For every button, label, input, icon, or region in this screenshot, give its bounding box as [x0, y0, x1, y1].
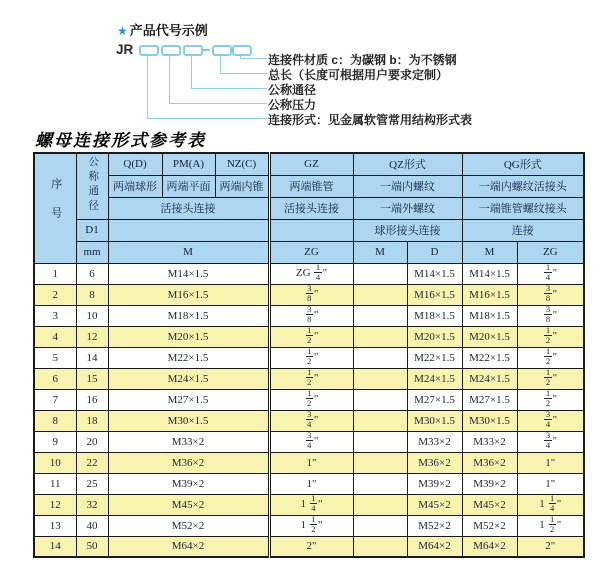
dn-cell: 25 — [76, 473, 108, 494]
m-cell: M27×1.5 — [108, 389, 269, 410]
qg-m-cell: M18×1.5 — [462, 305, 517, 326]
dn-cell: 50 — [76, 536, 108, 557]
m-cell: M22×1.5 — [108, 347, 269, 368]
qz-d-cell: M39×2 — [407, 473, 462, 494]
qg-zg-cell: 1" — [517, 473, 584, 494]
header-q-desc: 两端球形 — [108, 175, 162, 197]
gz-cell: $\frac{3}{8}$ " — [269, 305, 353, 326]
qz-m-cell — [353, 305, 407, 326]
seq-cell: 6 — [34, 368, 76, 389]
qg-m-cell: M16×1.5 — [462, 284, 517, 305]
qz-m-cell — [353, 368, 407, 389]
fraction: $\frac{1}{4}$ — [311, 494, 316, 513]
dn-cell: 32 — [76, 494, 108, 515]
qg-zg-cell: $\frac{3}{8}$ " — [517, 284, 584, 305]
header-qz-m-label: M — [353, 241, 407, 263]
seq-cell: 8 — [34, 410, 76, 431]
qg-m-cell: M24×1.5 — [462, 368, 517, 389]
header-col-nz: NZ(C) — [215, 153, 269, 175]
diagram-label-pressure: 公称压力 — [268, 98, 317, 112]
gz-cell: $\frac{1}{2}$ " — [269, 326, 353, 347]
seq-cell: 14 — [34, 536, 76, 557]
table-row — [34, 368, 584, 389]
header-qz-desc2: 一端外螺纹 — [353, 197, 462, 219]
fraction: $\frac{3}{8}$ — [307, 284, 312, 303]
diagram-label-length: 总长（长度可根据用户要求定制） — [268, 68, 449, 82]
m-cell: M24×1.5 — [108, 368, 269, 389]
qg-zg-cell: $\frac{3}{8}$ " — [517, 305, 584, 326]
qg-zg-cell: $\frac{3}{4}$ " — [517, 410, 584, 431]
gz-cell: $\frac{1}{2}$ " — [269, 368, 353, 389]
m-cell: M64×2 — [108, 536, 269, 557]
header-col-qg: QG形式 — [462, 153, 584, 175]
fraction: $\frac{3}{8}$ — [545, 284, 551, 303]
table-row — [34, 347, 584, 368]
header-col-qz: QZ形式 — [353, 153, 462, 175]
m-cell: M33×2 — [108, 431, 269, 452]
header-nominal-diameter: 公称通径 — [76, 153, 108, 219]
qg-m-cell: M39×2 — [462, 473, 517, 494]
dn-cell: 14 — [76, 347, 108, 368]
header-union-conn: 活接头连接 — [108, 197, 269, 219]
qz-m-cell — [353, 263, 407, 284]
gz-cell: $\frac{1}{2}$ " — [269, 389, 353, 410]
diagram-heading — [117, 20, 208, 39]
qz-m-cell — [353, 284, 407, 305]
qg-zg-cell: $\frac{1}{2}$ " — [517, 326, 584, 347]
header-nz-desc: 两端内锥 — [215, 175, 269, 197]
seq-cell: 3 — [34, 305, 76, 326]
table-row — [34, 284, 584, 305]
seq-cell: 7 — [34, 389, 76, 410]
header-empty-left — [108, 219, 269, 241]
qg-m-cell: M33×2 — [462, 431, 517, 452]
qz-m-cell — [353, 347, 407, 368]
qg-m-cell: M22×1.5 — [462, 347, 517, 368]
header-qz-d-label: D — [407, 241, 462, 263]
qz-d-cell: M24×1.5 — [407, 368, 462, 389]
qg-zg-cell: $\frac{3}{4}$ " — [517, 431, 584, 452]
qg-zg-cell: $\frac{1}{4}$ " — [517, 263, 584, 284]
code-dash — [203, 49, 210, 51]
m-cell: M18×1.5 — [108, 305, 269, 326]
header-qg-zg-label: ZG — [517, 241, 584, 263]
diagram-label-material: 连接件材质 c：为碳钢 b：为不锈钢 — [268, 53, 457, 67]
dn-cell: 10 — [76, 305, 108, 326]
code-prefix: JR — [116, 42, 134, 57]
qz-d-cell: M16×1.5 — [407, 284, 462, 305]
gz-cell: 1 $\frac{1}{4}$ " — [269, 494, 353, 515]
diagram-heading-text: 产品代号示例 — [129, 23, 208, 38]
header-empty-gz — [269, 219, 353, 241]
qg-zg-cell: $\frac{1}{2}$ " — [517, 389, 584, 410]
qg-zg-cell: $\frac{1}{2}$ " — [517, 347, 584, 368]
dn-cell: 40 — [76, 515, 108, 536]
fraction: $\frac{1}{2}$ — [307, 389, 312, 408]
fraction: $\frac{3}{4}$ — [307, 410, 312, 429]
dn-cell: 16 — [76, 389, 108, 410]
qg-m-cell: M45×2 — [462, 494, 517, 515]
header-zg-label: ZG — [269, 241, 353, 263]
diagram-label-conn-form: 连接形式：见金属软管常用结构形式表 — [268, 113, 473, 127]
seq-cell: 11 — [34, 473, 76, 494]
qg-m-cell: M36×2 — [462, 452, 517, 473]
fraction: $\frac{3}{4}$ — [545, 431, 551, 450]
header-mm: mm — [76, 241, 108, 263]
gz-cell: 1 $\frac{1}{2}$ " — [269, 515, 353, 536]
seq-cell: 2 — [34, 284, 76, 305]
fraction: $\frac{1}{2}$ — [545, 389, 551, 408]
qz-m-cell — [353, 410, 407, 431]
m-cell: M20×1.5 — [108, 326, 269, 347]
nut-connection-table — [33, 152, 585, 558]
qz-m-cell — [353, 389, 407, 410]
dn-cell: 8 — [76, 284, 108, 305]
qz-d-cell: M36×2 — [407, 452, 462, 473]
header-qz-conn: 球形接头连接 — [353, 219, 462, 241]
table-row — [34, 431, 584, 452]
qz-d-cell: M14×1.5 — [407, 263, 462, 284]
m-cell: M30×1.5 — [108, 410, 269, 431]
fraction: $\frac{3}{4}$ — [545, 410, 551, 429]
qg-m-cell: M64×2 — [462, 536, 517, 557]
seq-cell: 1 — [34, 263, 76, 284]
m-cell: M14×1.5 — [108, 263, 269, 284]
table-row — [34, 494, 584, 515]
header-col-gz: GZ — [269, 153, 353, 175]
m-cell: M39×2 — [108, 473, 269, 494]
seq-cell: 12 — [34, 494, 76, 515]
fraction: $\frac{1}{4}$ — [550, 494, 555, 513]
fraction: $\frac{1}{2}$ — [307, 347, 312, 366]
dn-cell: 18 — [76, 410, 108, 431]
header-pm-desc: 两端平面 — [162, 175, 215, 197]
qz-d-cell: M30×1.5 — [407, 410, 462, 431]
gz-cell: $\frac{3}{4}$ " — [269, 410, 353, 431]
fraction: $\frac{1}{2}$ — [311, 515, 316, 534]
fraction: $\frac{1}{2}$ — [545, 347, 551, 366]
table-body — [34, 263, 584, 557]
qg-m-cell: M27×1.5 — [462, 389, 517, 410]
qg-m-cell: M52×2 — [462, 515, 517, 536]
fraction: $\frac{1}{2}$ — [307, 368, 312, 387]
qz-m-cell — [353, 515, 407, 536]
qg-m-cell: M30×1.5 — [462, 410, 517, 431]
seq-cell: 4 — [34, 326, 76, 347]
header-qg-desc1: 一端内螺纹活接头 — [462, 175, 584, 197]
qz-d-cell: M45×2 — [407, 494, 462, 515]
fraction: $\frac{3}{8}$ — [307, 305, 312, 324]
dn-cell: 15 — [76, 368, 108, 389]
m-cell: M52×2 — [108, 515, 269, 536]
table-row — [34, 389, 584, 410]
gz-cell: $\frac{3}{4}$ " — [269, 431, 353, 452]
fraction: $\frac{3}{4}$ — [307, 431, 312, 450]
gz-cell: ZG $\frac{1}{4}$ " — [269, 263, 353, 284]
fraction: $\frac{1}{2}$ — [550, 515, 555, 534]
dn-cell: 12 — [76, 326, 108, 347]
gz-cell: 1" — [269, 473, 353, 494]
fraction: $\frac{1}{2}$ — [545, 326, 551, 345]
qg-zg-cell: $\frac{1}{2}$ " — [517, 368, 584, 389]
product-code-diagram — [115, 20, 585, 130]
qz-m-cell — [353, 536, 407, 557]
header-qg-desc2: 一端锥管螺纹接头 — [462, 197, 584, 219]
table-row — [34, 536, 584, 557]
m-cell: M45×2 — [108, 494, 269, 515]
qg-m-cell: M20×1.5 — [462, 326, 517, 347]
header-gz-desc: 两端锥管 — [269, 175, 353, 197]
gz-cell: $\frac{1}{2}$ " — [269, 347, 353, 368]
connector-line-5 — [147, 54, 267, 119]
qz-m-cell — [353, 431, 407, 452]
qg-zg-cell: 1" — [517, 452, 584, 473]
qz-m-cell — [353, 473, 407, 494]
qz-d-cell: M33×2 — [407, 431, 462, 452]
qg-m-cell: M14×1.5 — [462, 263, 517, 284]
fraction: $\frac{1}{2}$ — [307, 326, 312, 345]
qz-d-cell: M52×2 — [407, 515, 462, 536]
dn-cell: 22 — [76, 452, 108, 473]
table-row — [34, 452, 584, 473]
dn-cell: 20 — [76, 431, 108, 452]
qz-m-cell — [353, 326, 407, 347]
header-qz-desc1: 一端内螺纹 — [353, 175, 462, 197]
header-m-label: M — [108, 241, 269, 263]
qz-m-cell — [353, 452, 407, 473]
qg-zg-cell: 1 $\frac{1}{4}$ " — [517, 494, 584, 515]
fraction: $\frac{1}{4}$ — [315, 263, 321, 282]
header-gz-conn: 活接头连接 — [269, 197, 353, 219]
qz-d-cell: M22×1.5 — [407, 347, 462, 368]
seq-cell: 13 — [34, 515, 76, 536]
table-row — [34, 473, 584, 494]
table-row — [34, 515, 584, 536]
gz-cell: 1" — [269, 452, 353, 473]
fraction: $\frac{1}{4}$ — [545, 263, 551, 282]
table-row — [34, 263, 584, 284]
header-seq: 序号 — [34, 153, 76, 263]
header-d1: D1 — [76, 219, 108, 241]
qz-m-cell — [353, 494, 407, 515]
table-header — [34, 153, 584, 263]
seq-cell: 10 — [34, 452, 76, 473]
m-cell: M36×2 — [108, 452, 269, 473]
fraction: $\frac{1}{2}$ — [545, 368, 551, 387]
table-row — [34, 305, 584, 326]
qz-d-cell: M18×1.5 — [407, 305, 462, 326]
star-icon: ★ — [117, 24, 128, 38]
page-title: 螺母连接形式参考表 — [35, 131, 206, 150]
dn-cell: 6 — [76, 263, 108, 284]
gz-cell: 2" — [269, 536, 353, 557]
diagram-label-diameter: 公称通径 — [268, 83, 317, 97]
qz-d-cell: M20×1.5 — [407, 326, 462, 347]
table-row — [34, 326, 584, 347]
qg-zg-cell: 1 $\frac{1}{2}$ " — [517, 515, 584, 536]
qz-d-cell: M64×2 — [407, 536, 462, 557]
fraction: $\frac{3}{8}$ — [545, 305, 551, 324]
seq-cell: 5 — [34, 347, 76, 368]
qg-zg-cell: 2" — [517, 536, 584, 557]
gz-cell: $\frac{3}{8}$ " — [269, 284, 353, 305]
m-cell: M16×1.5 — [108, 284, 269, 305]
table-row — [34, 410, 584, 431]
header-qg-conn: 连接 — [462, 219, 584, 241]
header-col-q: Q(D) — [108, 153, 162, 175]
qz-d-cell: M27×1.5 — [407, 389, 462, 410]
seq-cell: 9 — [34, 431, 76, 452]
header-qg-m-label: M — [462, 241, 517, 263]
header-col-pm: PM(A) — [162, 153, 215, 175]
